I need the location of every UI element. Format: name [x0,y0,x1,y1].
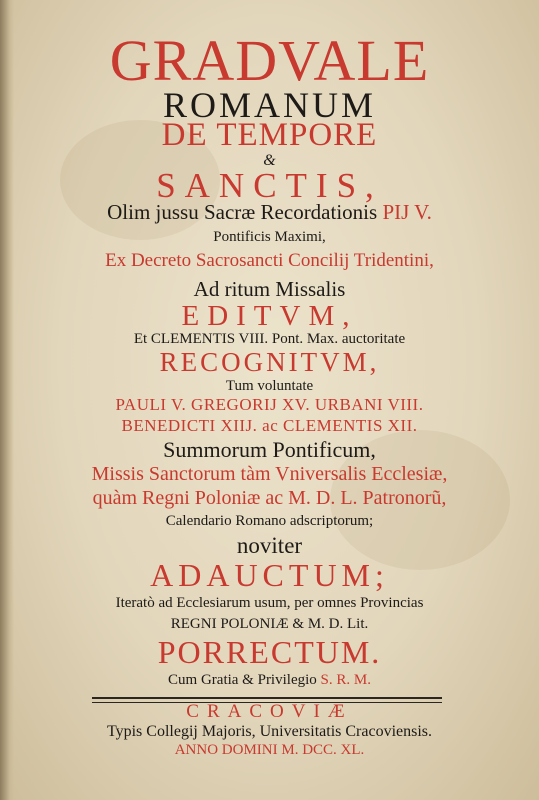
pij-text: PIJ V. [382,200,432,224]
ad-ritum-line: Ad ritum Missalis [193,277,346,301]
regni-line: REGNI POLONIÆ & M. D. Lit. [170,616,369,632]
olim-line [0,202,539,223]
title-de-tempore: DE TEMPORE [161,117,378,153]
pontificis-line: Pontificis Maximi, [213,229,326,245]
ex-decreto-line: Ex Decreto Sacrosancti Concilij Tridentini, [105,250,434,271]
et-clementis-line: Et CLEMENTIS VIII. Pont. Max. auctoritate [133,331,406,347]
pauli-line: PAULI V. GREGORIJ XV. URBANI VIII. [115,395,424,414]
summorum-line: Summorum Pontificum, [163,437,376,462]
iterato-line: Iteratò ad Ecclesiarum usum, per omnes Provincias [115,595,424,611]
benedicti-line: BENEDICTI XIIJ. ac CLEMENTIS XII. [121,416,418,435]
recognitum-line: RECOGNITVM, [159,347,380,377]
tum-voluntate-line: Tum voluntate [225,378,314,394]
typis-line: Typis Collegij Majoris, Universitatis Cracoviensis. [106,723,433,740]
cum-gratia-text: Cum Gratia & Privilegio [168,672,317,688]
olim-text: Olim jussu Sacræ Recordationis [107,200,378,224]
editum-line: EDITVM, [181,300,358,332]
title-romanum: ROMANUM [162,85,377,125]
divider-rule [92,697,442,699]
missis-line: Missis Sanctorum tàm Vniversalis Ecclesiæ, [91,463,448,485]
noviter-line: noviter [236,533,303,558]
srm-text: S. R. M. [320,672,371,688]
cracoviae-line: CRACOVIÆ [186,701,353,722]
calendario-line: Calendario Romano adscriptorum; [165,513,374,529]
title-gradvale: GRADVALE [109,28,430,93]
ampersand: & [263,152,276,169]
cum-gratia-line [0,673,539,688]
adauctum-line: ADAUCTUM; [150,557,389,593]
title-sanctis: SANCTIS, [156,166,383,205]
quam-line: quàm Regni Poloniæ ac M. D. L. Patronorũ, [92,487,447,509]
porrectum-line: PORRECTUM. [157,634,382,670]
anno-line: ANNO DOMINI M. DCC. XL. [174,742,365,758]
